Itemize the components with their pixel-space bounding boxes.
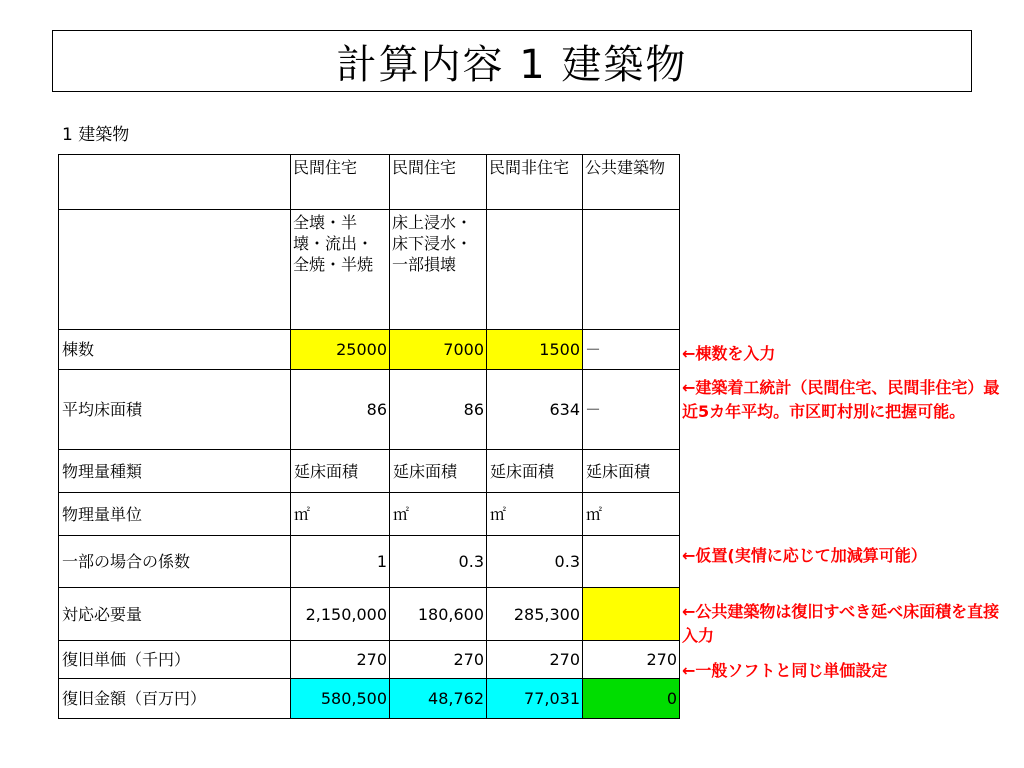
row-label: 物理量単位 [59, 493, 291, 536]
table-row-type [59, 450, 680, 493]
header-row-1 [59, 155, 680, 210]
input-cell[interactable] [583, 588, 680, 641]
row-label: 平均床面積 [59, 370, 291, 450]
table-cell: 2,150,000 [291, 588, 390, 641]
header-cell-blank [59, 210, 291, 330]
table-cell: 86 [291, 370, 390, 450]
table-row-required [59, 588, 680, 641]
table-row-coefficient [59, 536, 680, 588]
calculation-table [58, 154, 680, 719]
table-row-count [59, 330, 680, 370]
header-cell: 民間非住宅 [487, 155, 583, 210]
note-area: ←建築着工統計（民間住宅、民間非住宅）最近5カ年平均。市区町村別に把握可能。 [682, 378, 1000, 421]
table-cell: ㎡ [583, 493, 680, 536]
table-row-unit-price [59, 641, 680, 679]
table-cell: 634 [487, 370, 583, 450]
header-cell: 民間住宅 [291, 155, 390, 210]
header-cell: 公共建築物 [583, 155, 680, 210]
row-label: 復旧金額（百万円） [59, 679, 291, 719]
table-cell: 延床面積 [390, 450, 487, 493]
header-cell [583, 210, 680, 330]
section-subtitle: 1 建築物 [62, 125, 130, 145]
note-public: ←公共建築物は復旧すべき延べ床面積を直接入力 [682, 602, 1000, 645]
page-title: 計算内容 1 建築物 [336, 41, 688, 88]
table-row-area [59, 370, 680, 450]
table-cell: － [583, 330, 680, 370]
result-cell: 77,031 [487, 679, 583, 719]
table-cell [583, 536, 680, 588]
title-box [52, 30, 972, 92]
table-cell: ㎡ [390, 493, 487, 536]
table-cell: 270 [291, 641, 390, 679]
table-cell: － [583, 370, 680, 450]
note-coefficient: ←仮置(実情に応じて加減算可能） [682, 546, 927, 565]
header-cell [487, 210, 583, 330]
table-row-total [59, 679, 680, 719]
table-cell: 270 [390, 641, 487, 679]
table-cell: 延床面積 [487, 450, 583, 493]
row-label: 棟数 [59, 330, 291, 370]
header-cell: 民間住宅 [390, 155, 487, 210]
header-cell-blank [59, 155, 291, 210]
table-cell: 270 [487, 641, 583, 679]
input-cell[interactable]: 25000 [291, 330, 390, 370]
table-cell: 180,600 [390, 588, 487, 641]
table-cell: 1 [291, 536, 390, 588]
row-label: 対応必要量 [59, 588, 291, 641]
result-cell: 0 [583, 679, 680, 719]
row-label: 復旧単価（千円） [59, 641, 291, 679]
table-cell: 延床面積 [291, 450, 390, 493]
header-row-2 [59, 210, 680, 330]
note-unit-price: ←一般ソフトと同じ単価設定 [682, 661, 888, 680]
table-cell: 270 [583, 641, 680, 679]
table-cell: 延床面積 [583, 450, 680, 493]
result-cell: 580,500 [291, 679, 390, 719]
row-label: 物理量種類 [59, 450, 291, 493]
result-cell: 48,762 [390, 679, 487, 719]
table-cell: ㎡ [487, 493, 583, 536]
table-cell: 0.3 [390, 536, 487, 588]
input-cell[interactable]: 7000 [390, 330, 487, 370]
header-cell: 全壊・半壊・流出・全焼・半焼 [291, 210, 390, 330]
table-cell: 0.3 [487, 536, 583, 588]
input-cell[interactable]: 1500 [487, 330, 583, 370]
note-count: ←棟数を入力 [682, 344, 776, 363]
row-label: 一部の場合の係数 [59, 536, 291, 588]
table-cell: ㎡ [291, 493, 390, 536]
header-cell: 床上浸水・床下浸水・一部損壊 [390, 210, 487, 330]
table-row-unit [59, 493, 680, 536]
table-cell: 86 [390, 370, 487, 450]
table-cell: 285,300 [487, 588, 583, 641]
